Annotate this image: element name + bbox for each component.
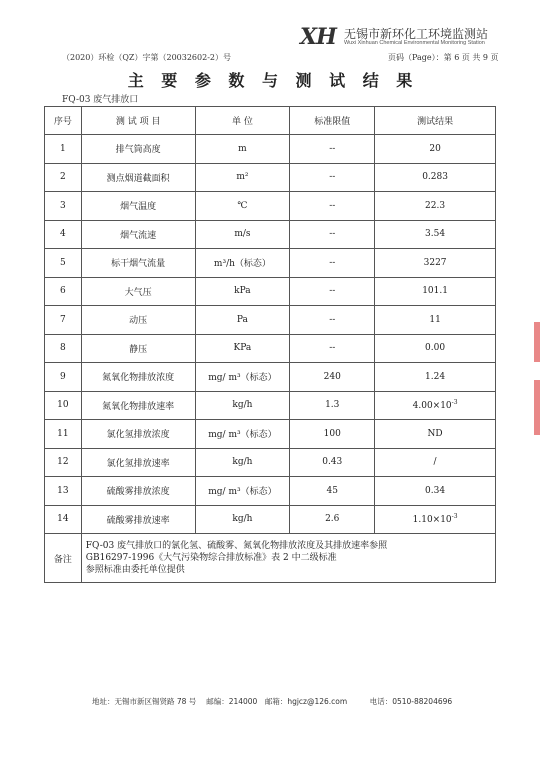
notes-line: FQ-03 废气排放口的氯化氢、硫酸雾、氮氧化物排放浓度及其排放速率参照 <box>85 541 388 551</box>
table-row <box>45 220 496 249</box>
notes-label: 备注 <box>45 534 82 583</box>
row-number: 5 <box>45 249 82 278</box>
standard-limit: -- <box>290 277 375 306</box>
header-result: 测试结果 <box>375 107 496 135</box>
org-name-cn: 无锡市新环化工环境监测站 <box>344 27 489 41</box>
standard-limit: -- <box>290 192 375 221</box>
table-row <box>45 306 496 335</box>
results-table <box>44 106 496 583</box>
standard-limit: -- <box>290 249 375 278</box>
row-number: 4 <box>45 220 82 249</box>
org-logo <box>300 24 535 48</box>
test-result: 0.283 <box>375 163 496 192</box>
standard-limit: -- <box>290 306 375 335</box>
unit: mg/ m³（标态） <box>195 420 290 449</box>
table-row <box>45 135 496 164</box>
table-row <box>45 391 496 420</box>
row-number: 14 <box>45 505 82 534</box>
footer-address: 地址：无锡市新区锡贤路 78 号 邮编：214000 邮箱：hgjcz@126.com 电话：0510-88204696 <box>92 697 453 706</box>
test-result: 0.00 <box>375 334 496 363</box>
test-result <box>375 391 496 420</box>
test-item: 烟气温度 <box>81 192 195 221</box>
test-item: 烟气流速 <box>81 220 195 249</box>
logo-mark: XH <box>300 24 336 50</box>
test-result: 101.1 <box>375 277 496 306</box>
test-result: / <box>375 448 496 477</box>
standard-limit: 1.3 <box>290 391 375 420</box>
unit: kPa <box>195 277 290 306</box>
table-row <box>45 192 496 221</box>
header-unit: 单 位 <box>195 107 290 135</box>
test-item: 硫酸雾排放浓度 <box>81 477 195 506</box>
table-row <box>45 505 496 534</box>
standard-limit: 0.43 <box>290 448 375 477</box>
test-item: 标干烟气流量 <box>81 249 195 278</box>
table-header-row <box>45 107 496 135</box>
unit: Pa <box>195 306 290 335</box>
test-result: 3227 <box>375 249 496 278</box>
header-limit: 标准限值 <box>290 107 375 135</box>
table-row <box>45 420 496 449</box>
row-number: 12 <box>45 448 82 477</box>
unit: kg/h <box>195 505 290 534</box>
row-number: 8 <box>45 334 82 363</box>
notes-line: 参照标准由委托单位提供 <box>85 565 185 575</box>
standard-limit: -- <box>290 163 375 192</box>
table-caption: FQ-03 废气排放口 <box>62 95 139 105</box>
row-number: 13 <box>45 477 82 506</box>
standard-limit: 45 <box>290 477 375 506</box>
standard-limit: 2.6 <box>290 505 375 534</box>
result-mantissa: 1.10×10 <box>412 515 452 526</box>
report-number: （2020）环检（QZ）字第（20032602-2）号 <box>62 53 231 62</box>
unit: m <box>195 135 290 164</box>
row-number: 7 <box>45 306 82 335</box>
table-row <box>45 363 496 392</box>
header-no: 序号 <box>45 107 82 135</box>
unit: kg/h <box>195 448 290 477</box>
notes-text <box>81 534 495 583</box>
row-number: 10 <box>45 391 82 420</box>
unit: ℃ <box>195 192 290 221</box>
notes-row <box>45 534 496 583</box>
row-number: 9 <box>45 363 82 392</box>
test-result: 0.34 <box>375 477 496 506</box>
row-number: 1 <box>45 135 82 164</box>
unit: m³/h（标态） <box>195 249 290 278</box>
standard-limit: -- <box>290 135 375 164</box>
test-item: 氯化氢排放浓度 <box>81 420 195 449</box>
table-row <box>45 477 496 506</box>
unit: mg/ m³（标态） <box>195 477 290 506</box>
row-number: 2 <box>45 163 82 192</box>
test-item: 大气压 <box>81 277 195 306</box>
result-exponent: -3 <box>451 399 458 407</box>
row-number: 3 <box>45 192 82 221</box>
unit: mg/ m³（标态） <box>195 363 290 392</box>
test-item: 氯化氢排放速率 <box>81 448 195 477</box>
unit: KPa <box>195 334 290 363</box>
standard-limit: 240 <box>290 363 375 392</box>
test-result: 1.24 <box>375 363 496 392</box>
test-item: 动压 <box>81 306 195 335</box>
test-item: 硫酸雾排放速率 <box>81 505 195 534</box>
test-item: 排气筒高度 <box>81 135 195 164</box>
seal-stamp-edge <box>534 380 540 435</box>
test-result: 22.3 <box>375 192 496 221</box>
notes-line: GB16297-1996《大气污染物综合排放标准》表 2 中二级标准 <box>85 553 337 563</box>
seal-stamp-edge <box>534 322 540 362</box>
row-number: 11 <box>45 420 82 449</box>
row-number: 6 <box>45 277 82 306</box>
test-result: 11 <box>375 306 496 335</box>
standard-limit: 100 <box>290 420 375 449</box>
page-info: 页码（Page）：第 6 页 共 9 页 <box>388 53 499 62</box>
table-row <box>45 334 496 363</box>
unit: m/s <box>195 220 290 249</box>
test-item: 氮氧化物排放速率 <box>81 391 195 420</box>
unit: m² <box>195 163 290 192</box>
standard-limit: -- <box>290 220 375 249</box>
test-result: 3.54 <box>375 220 496 249</box>
table-row <box>45 249 496 278</box>
test-result: 20 <box>375 135 496 164</box>
result-exponent: -3 <box>451 513 458 521</box>
test-item: 静压 <box>81 334 195 363</box>
table-row <box>45 448 496 477</box>
table-row <box>45 163 496 192</box>
page-title: 主 要 参 数 与 测 试 结 果 <box>127 71 419 90</box>
unit: kg/h <box>195 391 290 420</box>
org-name-en: Wuxi Xinhuan Chemical Environmental Monitoring Station <box>344 40 485 46</box>
test-item: 氮氧化物排放浓度 <box>81 363 195 392</box>
result-mantissa: 4.00×10 <box>412 401 452 412</box>
test-result: ND <box>375 420 496 449</box>
standard-limit: -- <box>290 334 375 363</box>
test-item: 测点烟道截面积 <box>81 163 195 192</box>
test-result <box>375 505 496 534</box>
table-row <box>45 277 496 306</box>
header-item: 测 试 项 目 <box>81 107 195 135</box>
